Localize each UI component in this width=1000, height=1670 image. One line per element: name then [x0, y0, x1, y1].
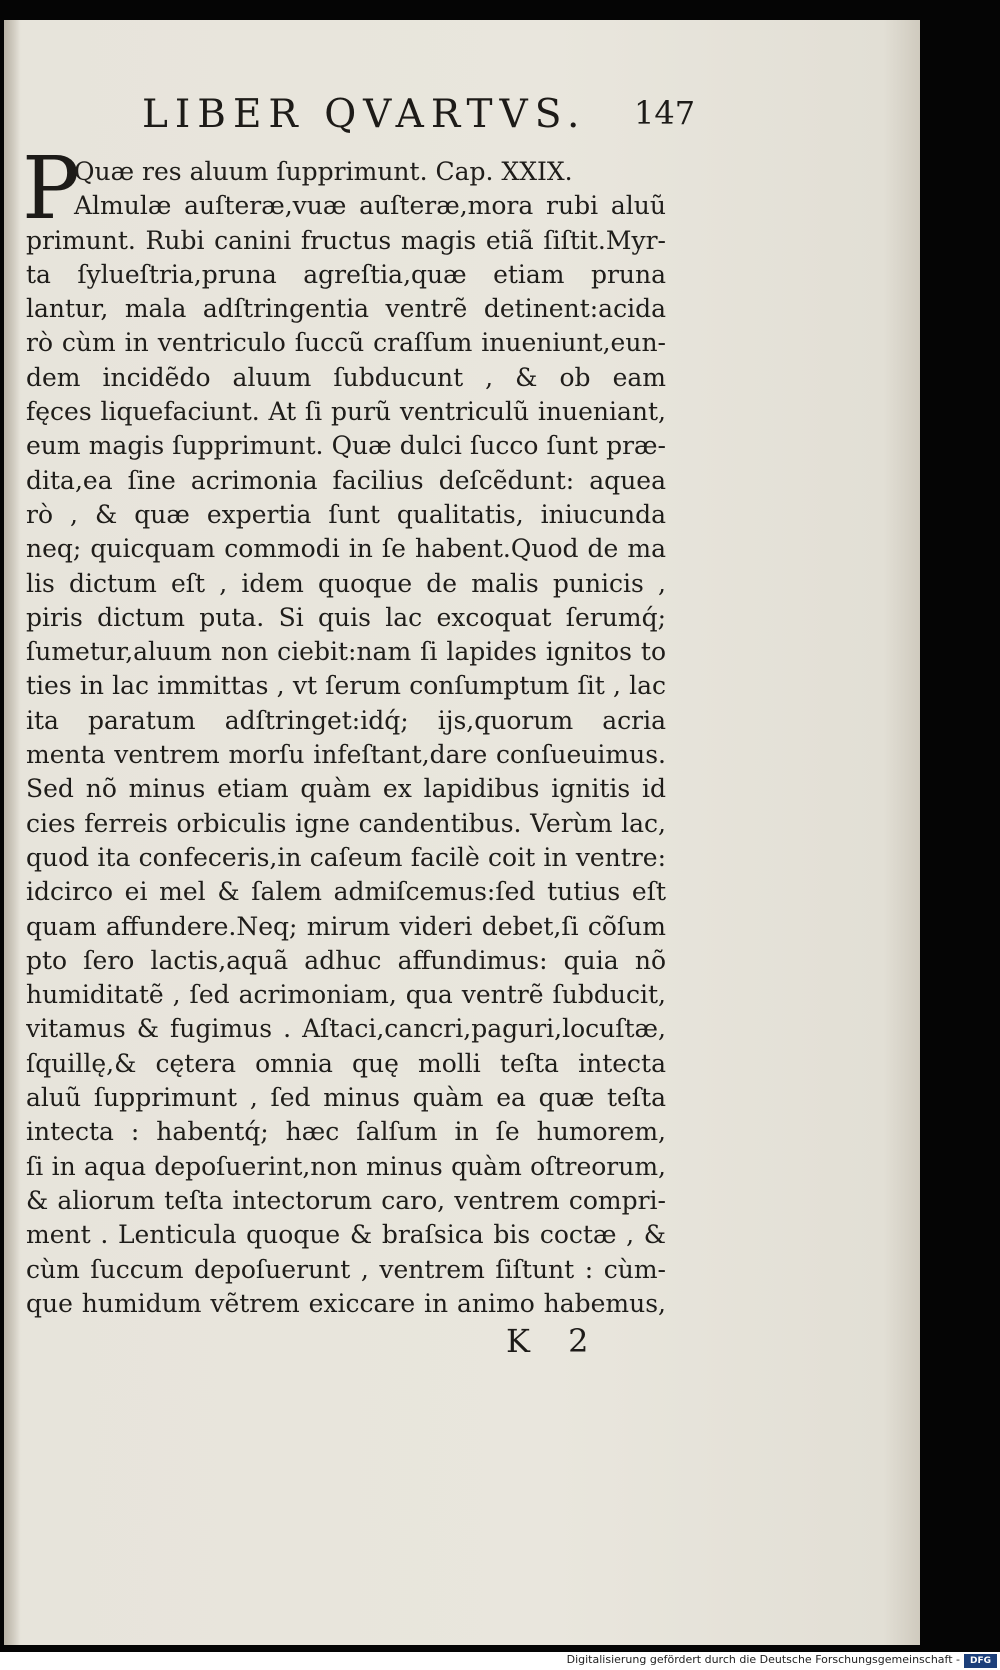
- text-line: dem incidẽdo aluum ſubducunt , & ob eam: [26, 362, 666, 392]
- text-line: fęces liquefaciunt. At ſi purũ ventriculũ inueniant,: [26, 397, 666, 427]
- chapter-heading: Quæ res aluum ſupprimunt. Cap. XXIX.: [74, 157, 573, 186]
- text-line: neq; quicquam commodi in ſe habent.Quod de ma: [26, 534, 666, 564]
- text-line: que humidum vẽtrem exiccare in animo habemus,: [26, 1288, 666, 1318]
- page-gutter-shadow: [4, 20, 20, 1645]
- signature-mark: K 2: [506, 1322, 603, 1360]
- text-line: vitamus & fugimus . Aſtaci,cancri,paguri,locuſtæ,: [26, 1014, 666, 1044]
- drop-cap: P: [22, 139, 80, 239]
- text-line: ſumetur,aluum non ciebit:nam ſi lapides ignitos to: [26, 637, 666, 667]
- text-line: intecta : habentq́; hæc ſalſum in ſe humorem,: [26, 1117, 666, 1147]
- text-line: rò , & quæ expertia ſunt qualitatis, iniucunda: [26, 499, 666, 529]
- text-line: humiditatẽ , ſed acrimoniam, qua ventrẽ ſubducit,: [26, 980, 666, 1010]
- dfg-logo: DFG: [964, 1654, 997, 1668]
- text-line: piris dictum puta. Si quis lac excoquat ſerumq́;: [26, 602, 666, 632]
- page-number: 147: [634, 94, 696, 132]
- book-page: [4, 20, 920, 1645]
- text-line: lantur, mala adſtringentia ventrẽ detinent:acida: [26, 294, 666, 324]
- text-line: Almulæ auſteræ,vuæ auſteræ,mora rubi aluũ: [74, 191, 666, 221]
- text-line: lis dictum eſt , idem quoque de malis punicis ,: [26, 568, 666, 598]
- text-line: quod ita confeceris,in caſeum facilè coit in ventre:: [26, 842, 666, 872]
- running-title: LIBER QVARTVS.: [142, 92, 587, 137]
- running-head: [4, 92, 920, 156]
- text-line: ment . Lenticula quoque & braſsica bis coctæ , &: [26, 1220, 666, 1250]
- footer-bar: [0, 1652, 1000, 1670]
- text-line: ta ſylueſtria,pruna agreſtia,quæ etiam pruna: [26, 259, 666, 289]
- text-line: aluũ ſupprimunt , ſed minus quàm ea quæ teſta: [26, 1083, 666, 1113]
- text-line: eum magis ſupprimunt. Quæ dulci ſucco ſunt præ-: [26, 431, 666, 461]
- text-line: dita,ea ſine acrimonia facilius deſcẽdunt: aquea: [26, 465, 666, 495]
- text-line: ita paratum adſtringet:idq́; ijs,quorum acria: [26, 705, 666, 735]
- text-line: quam affundere.Neq; mirum videri debet,ſi cõſum: [26, 911, 666, 941]
- text-line: cies ferreis orbiculis igne candentibus. Verùm lac,: [26, 808, 666, 838]
- text-line: idcirco ei mel & ſalem admiſcemus:ſed tutius eſt: [26, 877, 666, 907]
- text-line: Sed nõ minus etiam quàm ex lapidibus ignitis id: [26, 774, 666, 804]
- text-line: ties in lac immittas , vt ſerum conſumptum ſit , lac: [26, 671, 666, 701]
- text-line: menta ventrem morſu infeſtant,dare conſueuimus.: [26, 740, 666, 770]
- text-line: pto ſero lactis,aquã adhuc affundimus: quia nõ: [26, 945, 666, 975]
- text-line: primunt. Rubi canini fructus magis etiã ſiſtit.Myr-: [26, 225, 666, 255]
- funding-credit: Digitalisierung gefördert durch die Deutsche Forschungsgemeinschaft -: [566, 1653, 960, 1666]
- text-line: rò cùm in ventriculo ſuccũ craſſum inueniunt,eun-: [26, 328, 666, 358]
- body-text: [26, 155, 666, 1321]
- text-line: cùm ſuccum depoſuerunt , ventrem ſiſtunt : cùm-: [26, 1254, 666, 1284]
- text-line: ſquillę,& cętera omnia quę molli teſta intecta: [26, 1048, 666, 1078]
- text-line: & aliorum teſta intectorum caro, ventrem compri-: [26, 1185, 666, 1215]
- text-line: ſi in aqua depoſuerint,non minus quàm oſtreorum,: [26, 1151, 666, 1181]
